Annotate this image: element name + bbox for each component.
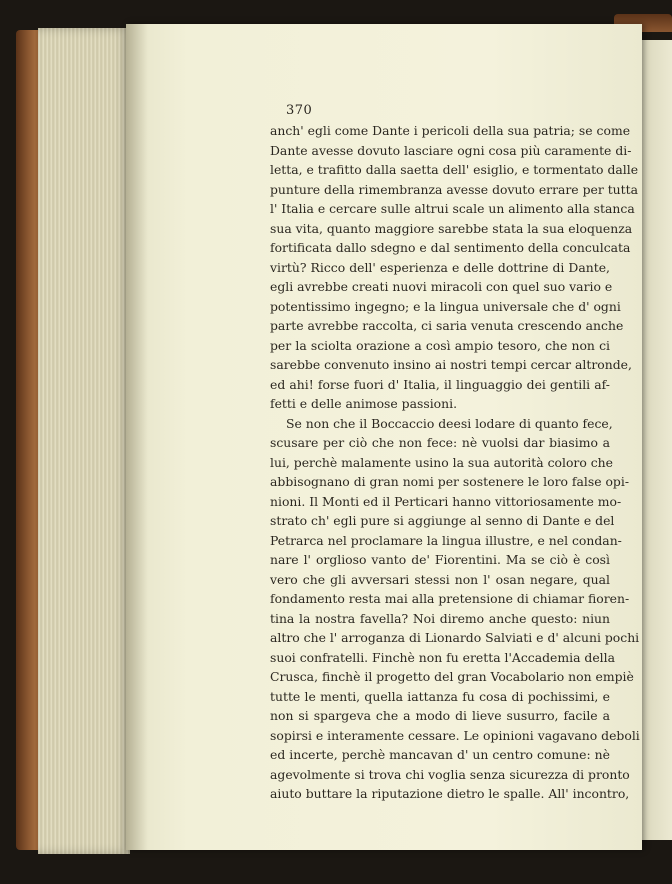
text-line: potentissimo ingegno; e la lingua universale che d' ogni bbox=[270, 298, 621, 314]
text-line: anch' egli come Dante i pericoli della sua patria; se come bbox=[270, 123, 631, 138]
text-line: sopirsi e interamente cessare. Le opinioni vagavano deboli bbox=[270, 727, 640, 743]
text-line: sua vita, quanto maggiore sarebbe stata la sua eloquenza bbox=[270, 220, 633, 236]
text-line: virtù? Ricco dell' esperienza e delle dottrine di Dante, bbox=[270, 259, 610, 275]
text-line: ed incerte, perchè mancavan d' un centro comune: nè bbox=[270, 747, 610, 762]
text-line: scusare per ciò che non fece: nè vuolsi dar biasimo a bbox=[270, 435, 610, 450]
text-line: ed ahi! forse fuori d' Italia, il linguaggio dei gentili af- bbox=[270, 376, 610, 392]
text-line: Petrarca nel proclamare la lingua illustre, e nel condan- bbox=[270, 532, 622, 548]
text-line: strato ch' egli pure si aggiunge al senno di Dante e del bbox=[270, 513, 615, 528]
gutter-shadow bbox=[126, 24, 148, 850]
body-text bbox=[270, 121, 640, 804]
text-line: suoi confratelli. Finchè non fu eretta l'Accademia della bbox=[270, 649, 615, 665]
text-line: abbisognano di gran nomi per sostenere le loro false opi- bbox=[270, 474, 630, 489]
text-line: nare l' orglioso vanto de' Fiorentini. Ma se ciò è così bbox=[270, 552, 610, 567]
text-line: non si spargeva che a modo di lieve susurro, facile a bbox=[270, 708, 610, 723]
text-line: Dante avesse dovuto lasciare ogni cosa più caramente di- bbox=[270, 142, 632, 158]
text-line: tutte le menti, quella iattanza fu cosa di pochissimi, e bbox=[270, 688, 610, 704]
text-line: Crusca, finchè il progetto del gran Vocabolario non empiè bbox=[270, 669, 634, 684]
text-line: agevolmente si trova chi voglia senza sicurezza di pronto bbox=[270, 766, 630, 782]
text-line: vero che gli avversari stessi non l' osan negare, qual bbox=[270, 571, 610, 587]
page-number: 370 bbox=[286, 103, 313, 118]
facing-page-edge bbox=[640, 40, 672, 840]
text-line: nioni. Il Monti ed il Perticari hanno vittoriosamente mo- bbox=[270, 493, 622, 509]
text-line: l' Italia e cercare sulle altrui scale un alimento alla stanca bbox=[270, 201, 635, 216]
text-line: fortificata dallo sdegno e dal sentimento della conculcata bbox=[270, 240, 631, 255]
text-line: parte avrebbe raccolta, ci saria venuta crescendo anche bbox=[270, 318, 624, 333]
text-line: lui, perchè malamente usino la sua autorità coloro che bbox=[270, 454, 613, 470]
text-line: tina la nostra favella? Noi diremo anche questo: niun bbox=[270, 610, 610, 626]
text-line: sarebbe convenuto insino ai nostri tempi cercar altronde, bbox=[270, 357, 632, 372]
text-line: fetti e delle animose passioni. bbox=[270, 396, 458, 411]
text-line: punture della rimembranza avesse dovuto errare per tutta bbox=[270, 181, 639, 197]
text-line: Se non che il Boccaccio deesi lodare di quanto fece, bbox=[286, 415, 613, 431]
text-line: altro che l' arroganza di Lionardo Salviati e d' alcuni pochi bbox=[270, 630, 640, 645]
text-line: aiuto buttare la riputazione dietro le spalle. All' incontro, bbox=[270, 786, 630, 801]
text-line: fondamento resta mai alla pretensione di chiamar fioren- bbox=[270, 591, 630, 606]
text-line: egli avrebbe creati nuovi miracoli con quel suo vario e bbox=[270, 279, 613, 294]
text-line: per la sciolta orazione a così ampio tesoro, che non ci bbox=[270, 337, 610, 353]
page-edges bbox=[38, 28, 130, 854]
text-line: letta, e trafitto dalla saetta dell' esiglio, e tormentato dalle bbox=[270, 162, 639, 177]
